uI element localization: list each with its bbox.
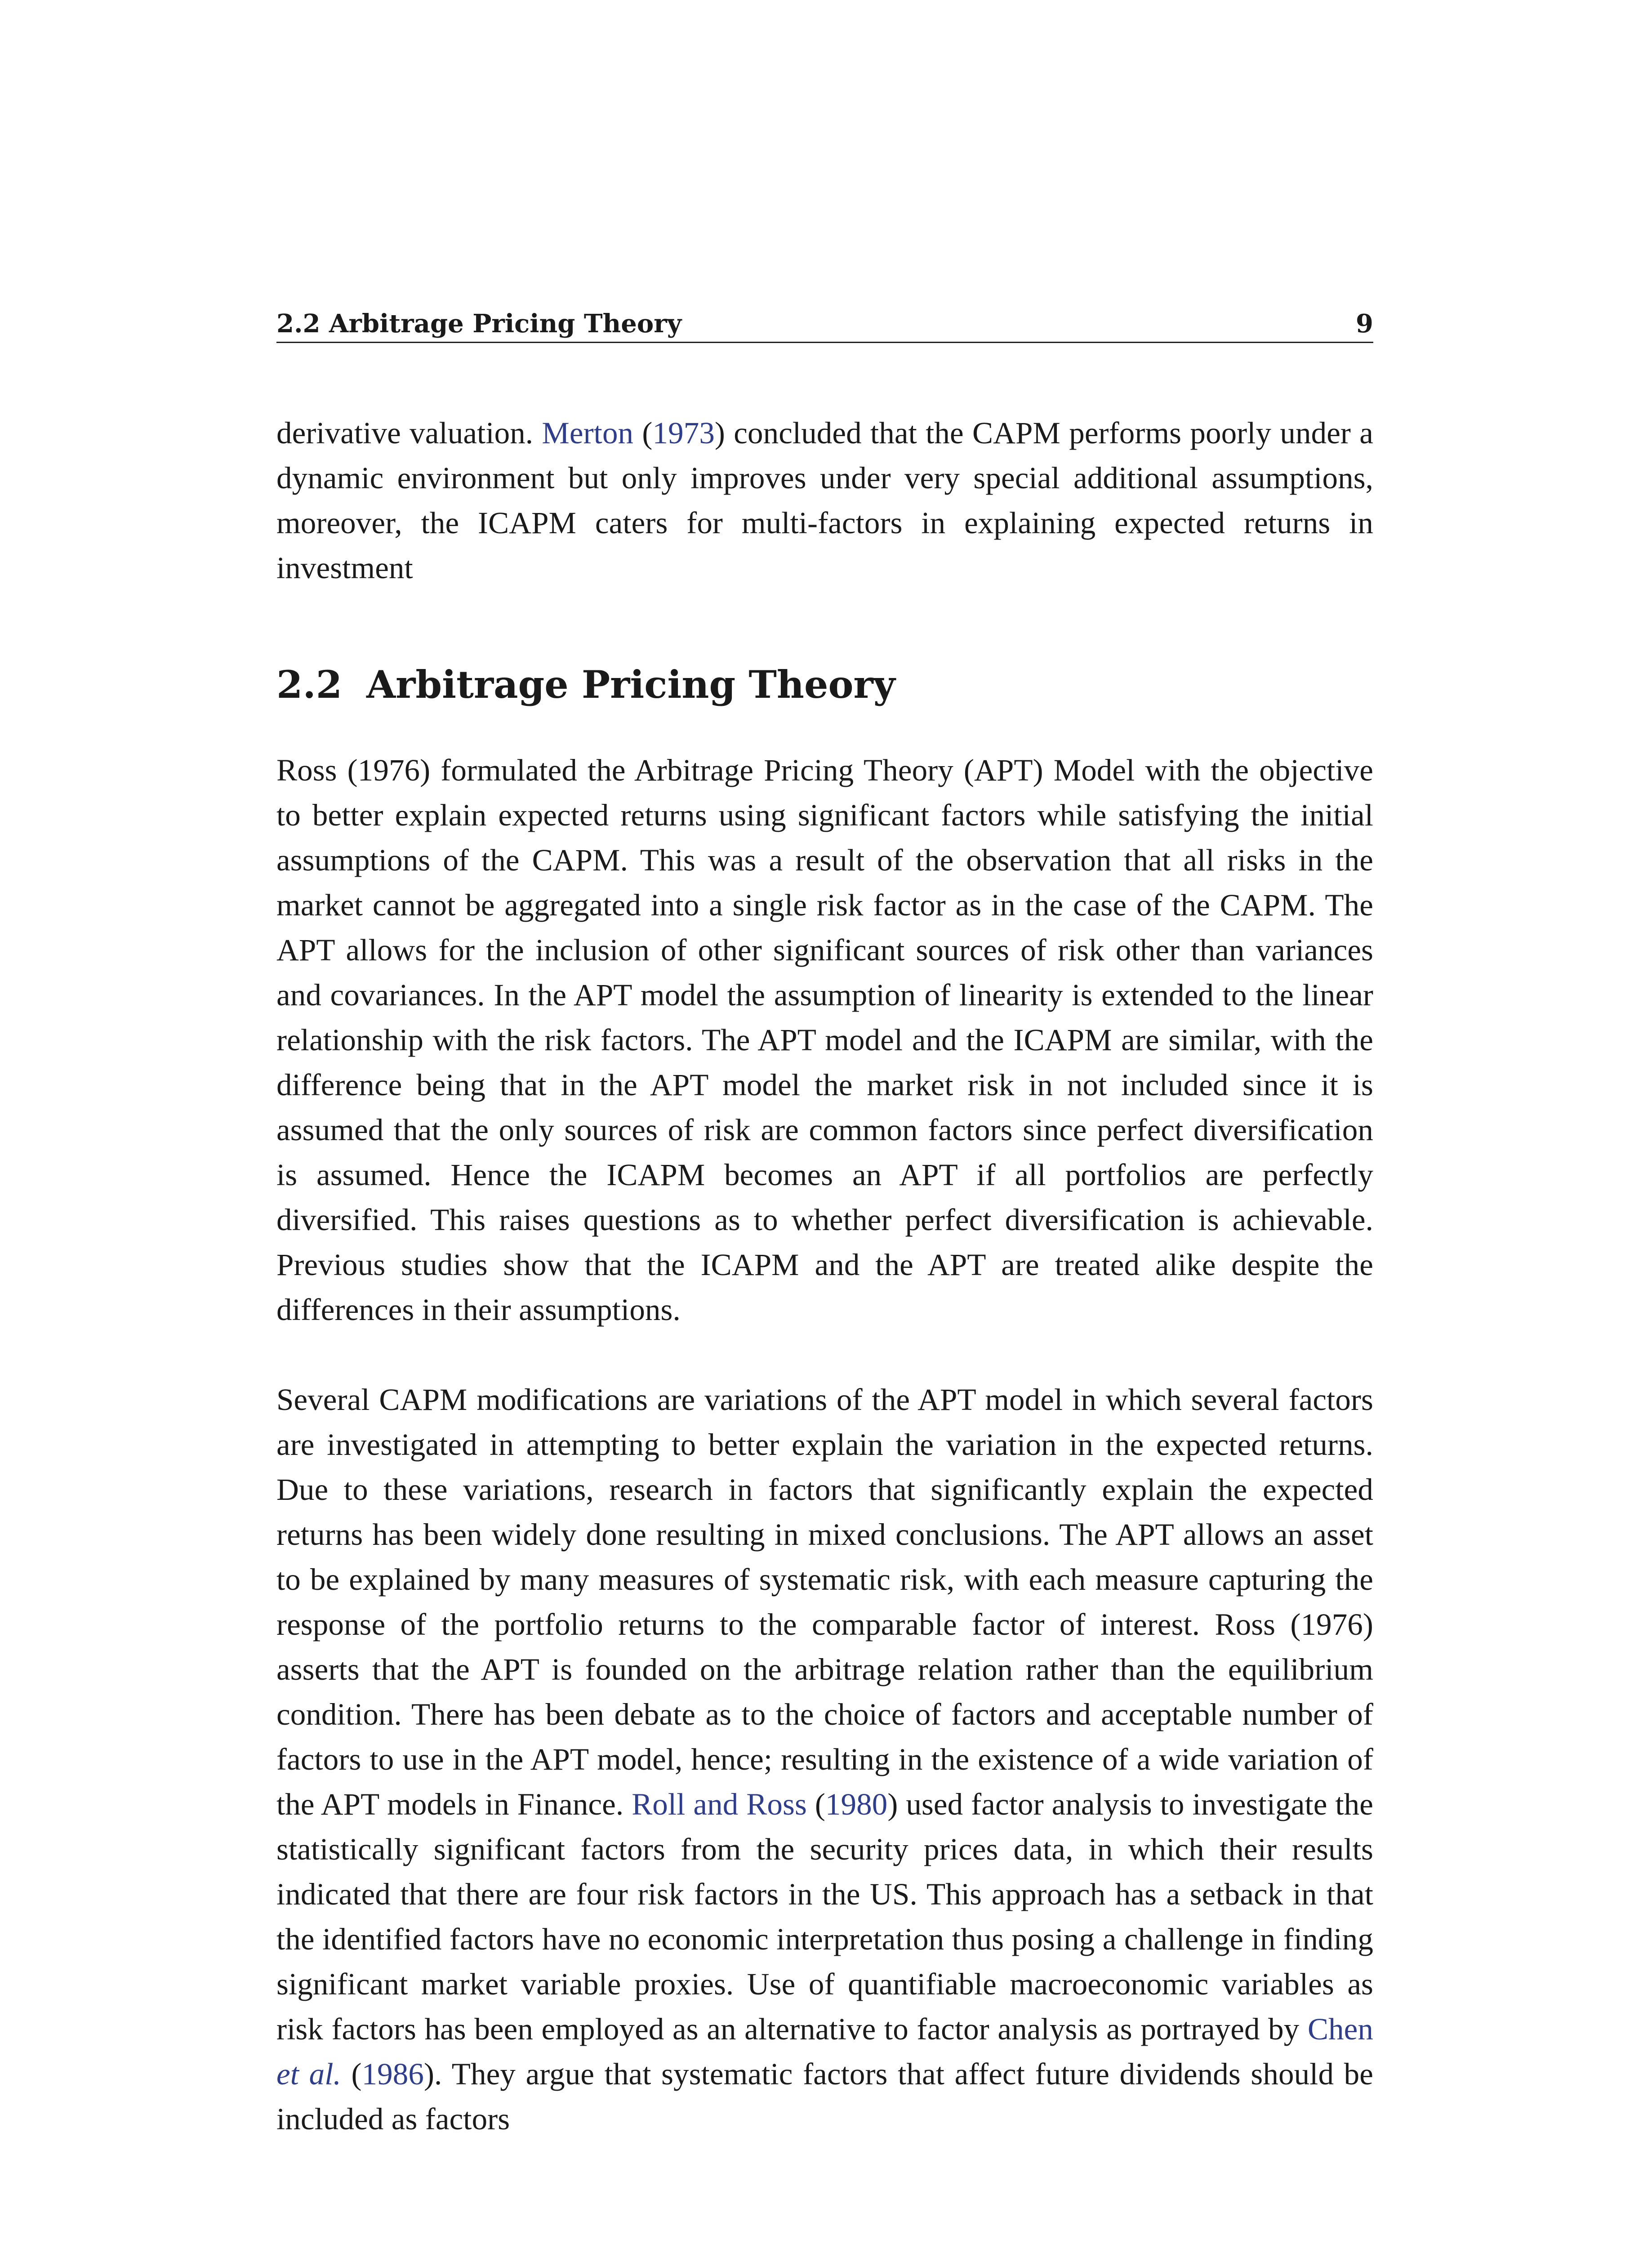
text-run: ) concluded that the CAPM performs poorly under a dynamic environment but only improves under very special additional assumptions, moreover, the ICAPM caters for multi-factors in explaining expected returns in investment xyxy=(276,416,1373,585)
citation-author: Chen xyxy=(1307,2012,1373,2046)
citation-link-1973[interactable]: 1973 xyxy=(652,416,715,450)
text-run: Several CAPM modifications are variations of the APT model in which several factors are investigated in attempting to better explain the variation in the expected returns. Due to these variations, research in factors that significantly explain the expected returns has been widely done resulting in mixed conclusions. The APT allows an asset to be explained by many measures of systematic risk, with each measure capturing the response of the portfolio returns to the comparable factor of interest. Ross (1976) asserts that the APT is founded on the arbitrage relation rather than the equilibrium condition. There has been debate as to the choice of factors and acceptable number of factors to use in the APT model, hence; resulting in the existence of a wide variation of the APT models in Finance. xyxy=(276,1383,1373,1821)
text-run: ( xyxy=(806,1787,825,1821)
citation-link-merton[interactable]: Merton xyxy=(542,416,634,450)
section-number: 2.2 xyxy=(276,662,343,707)
paragraph-capm-modifications xyxy=(276,1377,1373,2141)
paper-page xyxy=(276,310,1373,2141)
paragraph-ross: Ross (1976) formulated the Arbitrage Pricing Theory (APT) Model with the objective to better explain expected returns using significant factors while satisfying the initial assumptions of the CAPM. This was a result of the observation that all risks in the market cannot be aggregated into a single risk factor as in the case of the CAPM. The APT allows for the inclusion of other significant sources of risk other than variances and covariances. In the APT model the assumption of linearity is extended to the linear relationship with the risk factors. The APT model and the ICAPM are similar, with the difference being that in the APT model the market risk in not included since it is assumed that the only sources of risk are common factors since perfect diversification is assumed. Hence the ICAPM becomes an APT if all portfolios are perfectly diversified. This raises questions as to whether perfect diversification is achievable. Previous studies show that the ICAPM and the APT are treated alike despite the differences in their assumptions. xyxy=(276,753,1373,1327)
page-number: 9 xyxy=(1356,309,1373,339)
citation-etal: et al. xyxy=(276,2057,341,2091)
section-heading xyxy=(276,662,1373,707)
citation-link-1986[interactable]: 1986 xyxy=(361,2057,424,2091)
paragraph-intro xyxy=(276,410,1373,590)
text-run: ( xyxy=(341,2057,362,2091)
citation-link-1980[interactable]: 1980 xyxy=(825,1787,888,1821)
text-run: ( xyxy=(633,416,653,450)
section-title: Arbitrage Pricing Theory xyxy=(366,662,895,707)
text-run: derivative valuation. xyxy=(276,416,542,450)
running-header-title: 2.2 Arbitrage Pricing Theory xyxy=(276,309,682,339)
running-header xyxy=(276,310,1373,343)
citation-link-roll-ross[interactable]: Roll and Ross xyxy=(632,1787,807,1821)
text-run: ). They argue that systematic factors that affect future dividends should be included as factors xyxy=(276,2057,1373,2136)
text-run: ) used factor analysis to investigate the statistically significant factors from the security prices data, in which their results indicated that there are four risk factors in the US. This approach has a setback in that the identified factors have no economic interpretation thus posing a challenge in finding significant market variable proxies. Use of quantifiable macroeconomic variables as risk factors has been employed as an alternative to factor analysis as portrayed by xyxy=(276,1787,1373,2046)
